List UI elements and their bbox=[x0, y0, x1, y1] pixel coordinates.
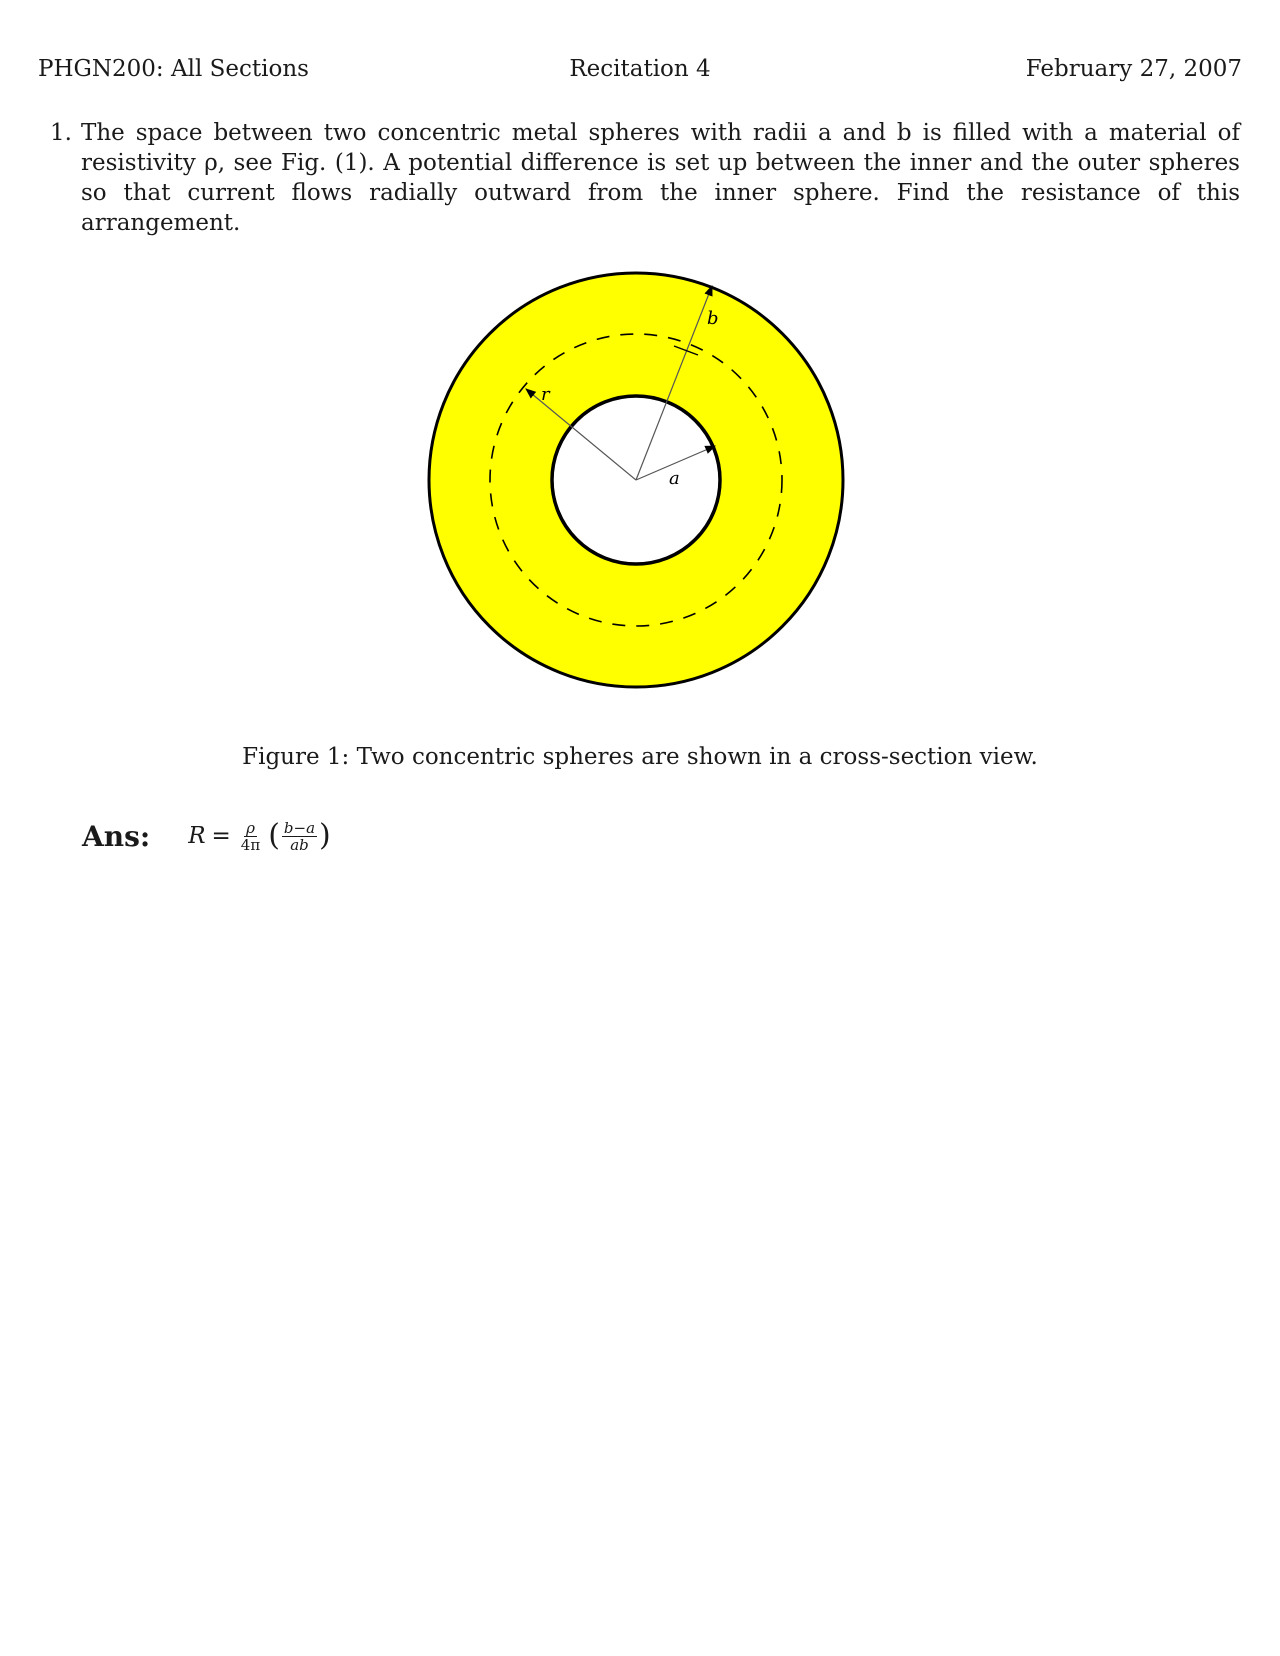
formula-lhs: R bbox=[188, 823, 206, 849]
problem-number: 1. bbox=[50, 120, 72, 146]
fraction-b-minus-a-over-ab bbox=[282, 820, 317, 853]
fraction-2-denominator: ab bbox=[290, 835, 309, 854]
course-label: PHGN200: All Sections bbox=[38, 56, 309, 82]
problem-text: The space between two concentric metal spheres with radii a and b is filled with a material of resistivity ρ, see Fig. (1). A potential difference is set up between the inner and the outer spheres so that current flows radially outward from the inner sphere. Find the resistance of this arrangement. bbox=[81, 120, 1240, 236]
concentric-spheres-figure bbox=[418, 262, 854, 698]
problem-1 bbox=[50, 118, 1240, 238]
formula-equals: = bbox=[211, 823, 231, 849]
label-b: b bbox=[707, 308, 719, 329]
fraction-rho-over-4pi bbox=[239, 820, 262, 853]
answer-label: Ans: bbox=[82, 819, 151, 853]
label-a: a bbox=[669, 468, 680, 489]
label-r: r bbox=[541, 384, 550, 405]
fraction-1-numerator: ρ bbox=[246, 818, 255, 837]
fraction-1-denominator: 4π bbox=[240, 835, 261, 854]
answer-formula bbox=[188, 820, 331, 853]
answer bbox=[82, 812, 331, 860]
figure-caption: Figure 1: Two concentric spheres are shown in a cross-section view. bbox=[242, 744, 1038, 770]
fraction-2-numerator: b−a bbox=[283, 818, 316, 837]
paren-open: ( bbox=[268, 818, 280, 853]
recitation-label: Recitation 4 bbox=[569, 56, 711, 82]
figure-svg bbox=[418, 262, 854, 698]
paren-close: ) bbox=[319, 818, 331, 853]
date-label: February 27, 2007 bbox=[1025, 56, 1242, 82]
page-header bbox=[0, 56, 1280, 88]
